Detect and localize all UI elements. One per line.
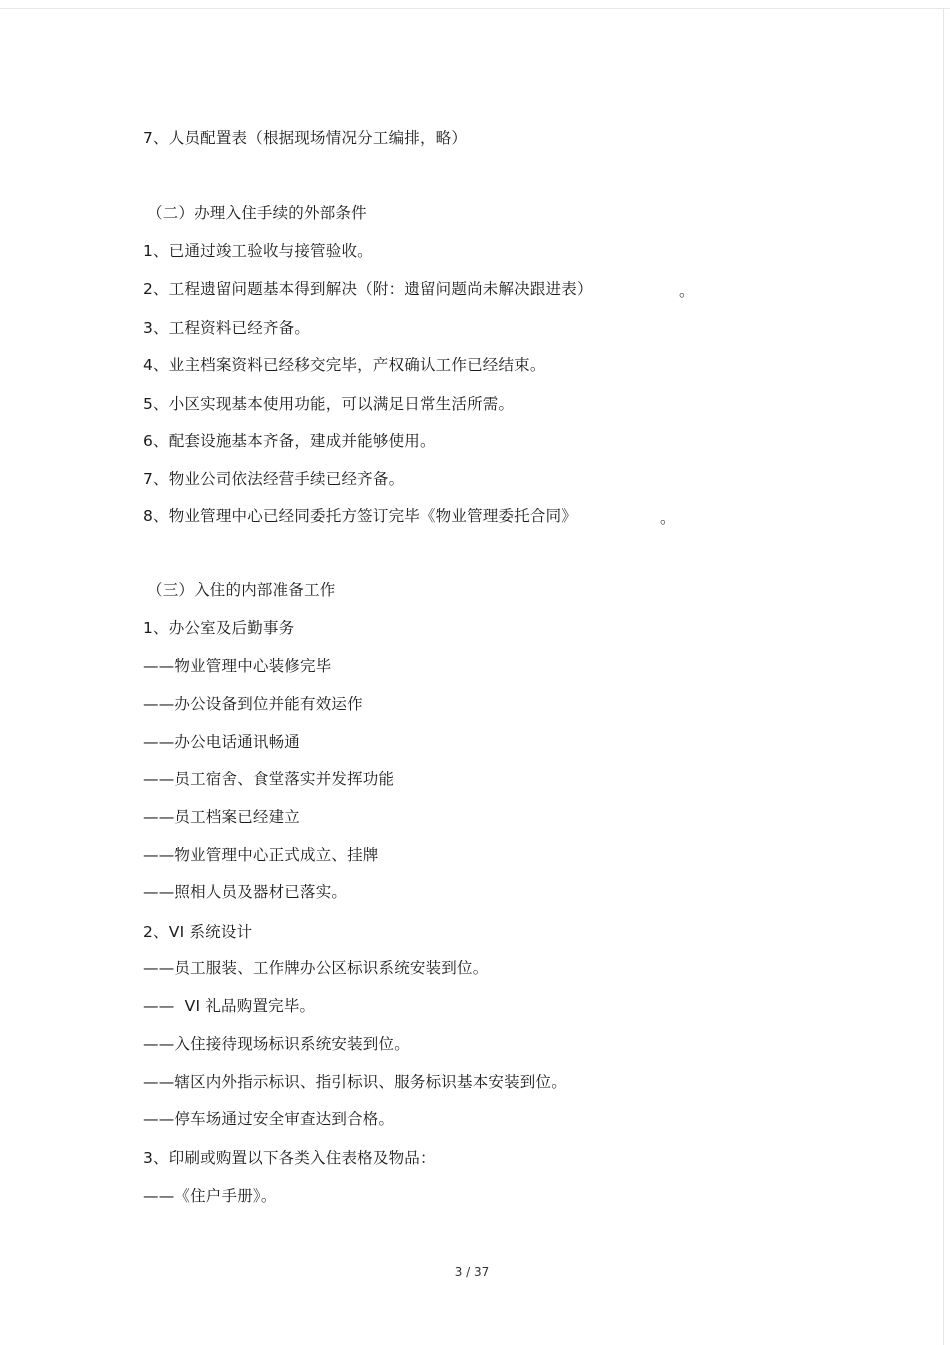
subsection-heading: 3、印刷或购置以下各类入住表格及物品： bbox=[143, 1149, 436, 1167]
subsection-heading: 1、办公室及后勤事务 bbox=[143, 619, 295, 637]
list-item: ——员工档案已经建立 bbox=[143, 808, 301, 826]
list-item: 1、已通过竣工验收与接管验收。 bbox=[143, 242, 373, 260]
list-item: 5、小区实现基本使用功能，可以满足日常生活所需。 bbox=[143, 395, 515, 413]
list-item: ——员工服装、工作牌办公区标识系统安装到位。 bbox=[143, 959, 489, 977]
list-item: 6、配套设施基本齐备，建成并能够使用。 bbox=[143, 432, 436, 450]
list-item: 3、工程资料已经齐备。 bbox=[143, 319, 311, 337]
list-item: ——《住户手册》。 bbox=[143, 1187, 277, 1205]
section-heading-internal-preparation: （三）入住的内部准备工作 bbox=[147, 581, 336, 599]
page-edge-right bbox=[943, 8, 944, 1345]
list-item: ——物业管理中心装修完毕 bbox=[143, 657, 332, 675]
trailing-period: 。 bbox=[660, 509, 676, 527]
section-heading-external-conditions: （二）办理入住手续的外部条件 bbox=[147, 204, 367, 222]
list-item: ——辖区内外指示标识、指引标识、服务标识基本安装到位。 bbox=[143, 1073, 567, 1091]
list-item: ——办公电话通讯畅通 bbox=[143, 733, 301, 751]
subsection-heading: 2、VI 系统设计 bbox=[143, 923, 253, 941]
page-number: 3 / 37 bbox=[454, 1265, 490, 1279]
list-item: 4、业主档案资料已经移交完毕，产权确认工作已经结束。 bbox=[143, 356, 546, 374]
list-item: ——停车场通过安全审查达到合格。 bbox=[143, 1110, 395, 1128]
list-item: 8、物业管理中心已经同委托方签订完毕《物业管理委托合同》 bbox=[143, 507, 577, 525]
list-item: ——办公设备到位并能有效运作 bbox=[143, 695, 363, 713]
page-edge-top bbox=[0, 8, 950, 9]
list-item: 2、工程遗留问题基本得到解决（附：遗留问题尚未解决跟进表） bbox=[143, 280, 593, 298]
trailing-period: 。 bbox=[679, 282, 695, 300]
list-item: —— VI 礼品购置完毕。 bbox=[143, 997, 316, 1015]
list-item: ——照相人员及器材已落实。 bbox=[143, 883, 348, 901]
list-item: ——入住接待现场标识系统安装到位。 bbox=[143, 1035, 410, 1053]
list-item: ——员工宿舍、食堂落实并发挥功能 bbox=[143, 770, 395, 788]
list-item: 7、物业公司依法经营手续已经齐备。 bbox=[143, 470, 405, 488]
list-item: ——物业管理中心正式成立、挂牌 bbox=[143, 846, 379, 864]
staffing-table-item: 7、人员配置表（根据现场情况分工编排，略） bbox=[143, 129, 468, 147]
